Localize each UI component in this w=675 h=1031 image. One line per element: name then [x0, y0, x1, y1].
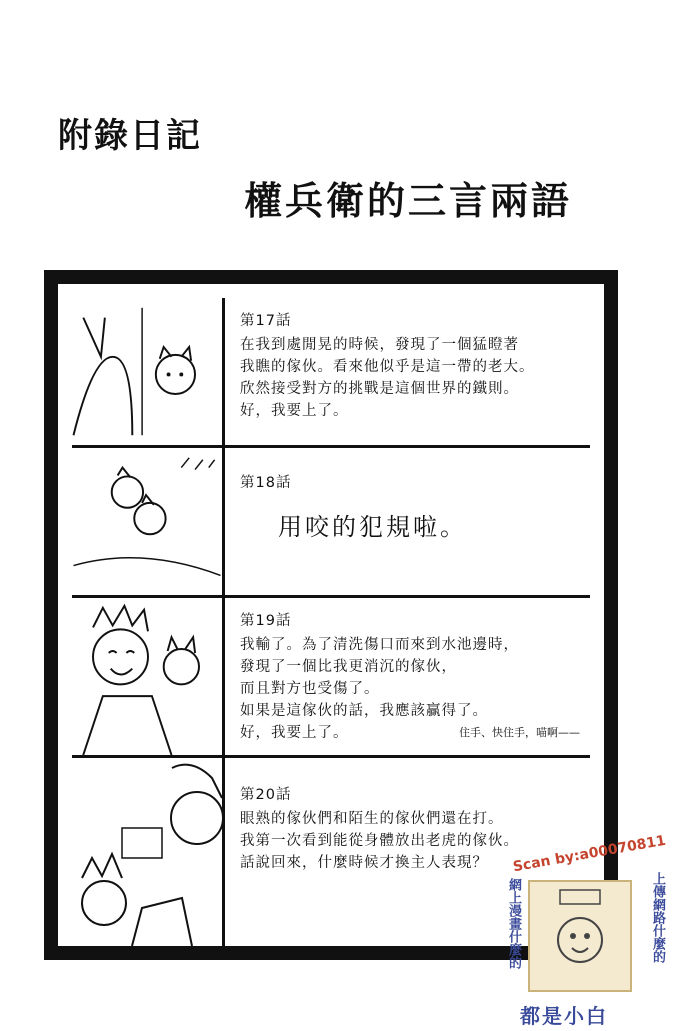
panel-line: 發現了一個比我更消沉的傢伙，: [240, 659, 457, 675]
panel-line: 眼熟的傢伙們和陌生的傢伙們還在打。: [240, 811, 504, 827]
fighting-cats-icon: [72, 448, 222, 595]
boy-with-cat-icon: [72, 598, 222, 755]
episode-label: 第17話: [240, 313, 292, 329]
scan-credit: Scan by:a00070811: [511, 832, 668, 876]
panel-episode-18: [72, 448, 590, 598]
episode-label: 第20話: [240, 787, 292, 803]
panel-line: 而且對方也受傷了。: [240, 681, 380, 697]
episode-label: 第19話: [240, 613, 292, 629]
panel-big-line: 用咬的犯規啦。: [278, 513, 467, 541]
watermark-vertical-right: 上傳網路什麼的: [650, 872, 665, 963]
panel-line: 如果是這傢伙的話，我應該贏得了。: [240, 703, 488, 719]
watermark-bottom: 都是小白: [520, 1004, 608, 1028]
diary-title: 權兵衛的三言兩語: [244, 179, 573, 223]
episode-label: 第18話: [240, 475, 292, 491]
panel-episode-19: [72, 598, 590, 758]
panel-line: 我第一次看到能從身體放出老虎的傢伙。: [240, 833, 519, 849]
watermark-vertical-left: 網上漫畫什麼的: [506, 878, 521, 969]
appendix-title: 附錄日記: [58, 116, 202, 156]
watermark-stamp: [528, 880, 632, 992]
panel-line: 欣然接受對方的挑戰是這個世界的鐵則。: [240, 381, 519, 397]
panel-illustration: [72, 448, 225, 595]
panel-line: 我瞧的傢伙。看來他似乎是這一帶的老大。: [240, 359, 535, 375]
panel-line: 好，我要上了。: [240, 725, 349, 741]
panel-episode-17: [72, 298, 590, 448]
panel-illustration: [72, 298, 225, 445]
cat-drawing-icon: [72, 298, 222, 445]
character-stamp-icon: [530, 882, 630, 990]
aside-remark: 住手、快住手，喵啊——: [459, 726, 580, 739]
panel-line: 在我到處閒晃的時候，發現了一個猛瞪著: [240, 337, 519, 353]
panel-line: 話說回來，什麼時候才換主人表現？: [240, 855, 488, 871]
fighters-icon: [72, 758, 222, 946]
panel-line: 好，我要上了。: [240, 403, 349, 419]
panel-illustration: [72, 758, 225, 946]
panel-line: 我輸了。為了清洗傷口而來到水池邊時，: [240, 637, 519, 653]
panel-illustration: [72, 598, 225, 755]
